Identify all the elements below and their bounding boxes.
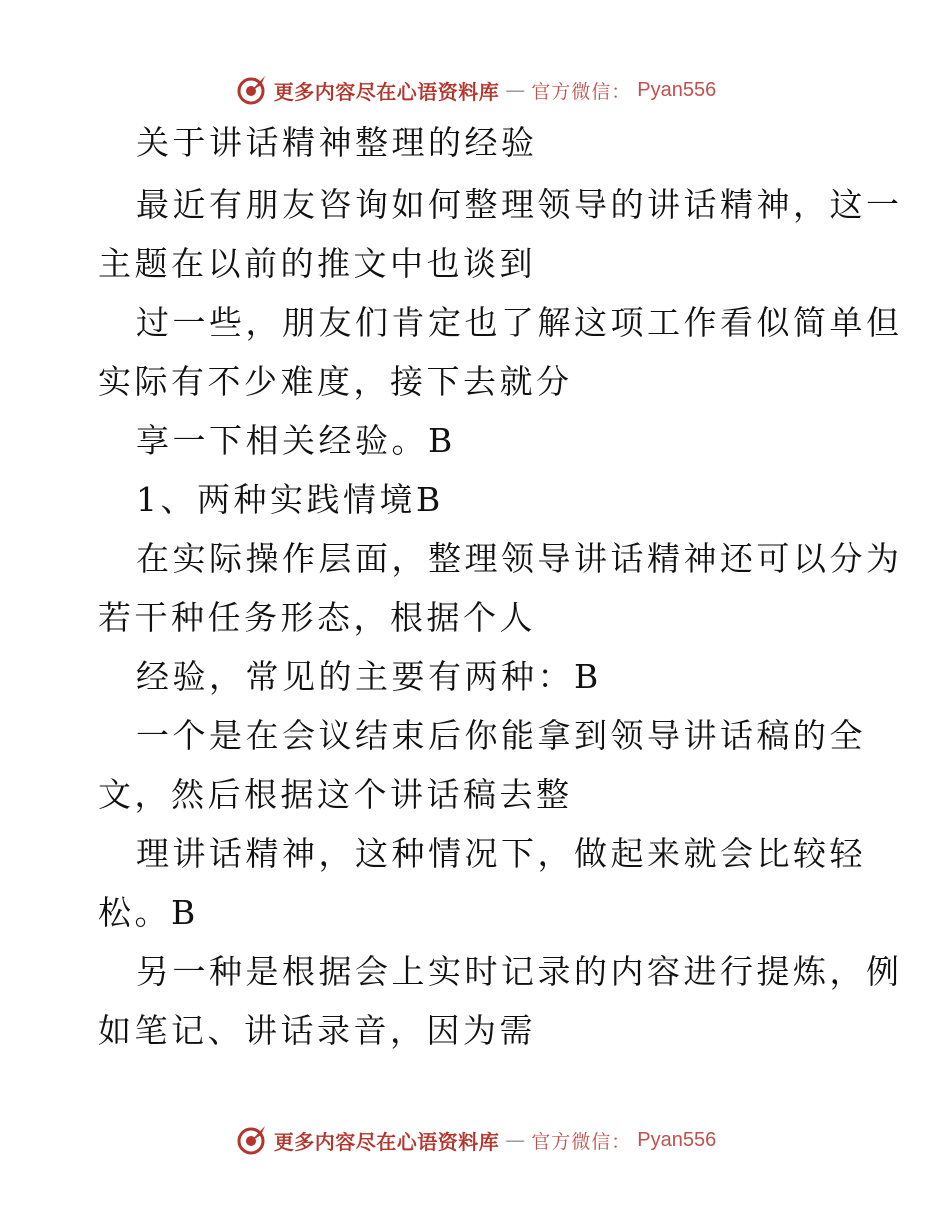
text-line: 在实际操作层面，整理领导讲话精神还可以分为 bbox=[136, 539, 903, 578]
text-line: 主题在以前的推文中也谈到 bbox=[98, 244, 536, 283]
wechat-label: 官方微信： bbox=[531, 1130, 632, 1153]
text-line: 经验，常见的主要有两种：B bbox=[136, 657, 602, 696]
text-line: 最近有朋友咨询如何整理领导的讲话精神，这一 bbox=[136, 185, 903, 224]
brand-text: 更多内容尽在心语资料库 bbox=[273, 79, 500, 104]
text-line: 如笔记、讲话录音，因为需 bbox=[98, 1011, 536, 1050]
section-heading: 1、两种实践情境B bbox=[136, 480, 444, 519]
text-line: 理讲话精神，这种情况下，做起来就会比较轻 bbox=[136, 834, 866, 873]
header-banner bbox=[0, 70, 950, 110]
text-line: 若干种任务形态，根据个人 bbox=[98, 598, 536, 637]
wechat-id: Pyan556 bbox=[637, 1128, 717, 1151]
text-line: 文，然后根据这个讲话稿去整 bbox=[98, 775, 573, 814]
text-line: 一个是在会议结束后你能拿到领导讲话稿的全 bbox=[136, 716, 866, 755]
text-line: 过一些，朋友们肯定也了解这项工作看似简单但 bbox=[136, 303, 903, 342]
separator-dash: — bbox=[505, 1128, 526, 1152]
quill-logo-icon bbox=[234, 73, 268, 107]
document-title: 关于讲话精神整理的经验 bbox=[136, 123, 538, 162]
text-line: 实际有不少难度，接下去就分 bbox=[98, 362, 573, 401]
text-line: 松。B bbox=[98, 893, 199, 932]
text-line: 另一种是根据会上实时记录的内容进行提炼，例 bbox=[136, 952, 903, 991]
wechat-id: Pyan556 bbox=[637, 78, 717, 101]
wechat-label: 官方微信： bbox=[531, 80, 632, 103]
quill-logo-icon bbox=[234, 1123, 268, 1157]
text-line: 享一下相关经验。B bbox=[136, 421, 456, 460]
brand-text: 更多内容尽在心语资料库 bbox=[273, 1129, 500, 1154]
footer-banner bbox=[0, 1120, 950, 1160]
separator-dash: — bbox=[505, 78, 526, 102]
